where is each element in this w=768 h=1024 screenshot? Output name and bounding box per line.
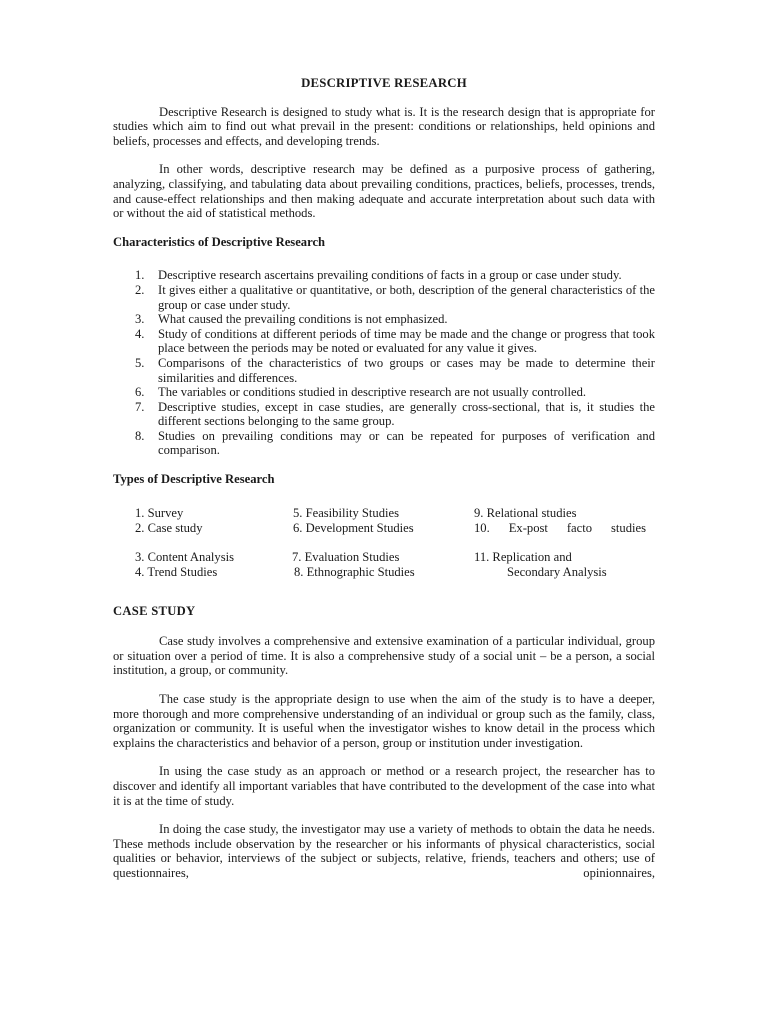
list-item (113, 268, 655, 283)
type-item: 5. Feasibility Studies (293, 505, 400, 520)
list-item-text: What caused the prevailing conditions is not emphasized. (158, 312, 448, 327)
list-item-text: It gives either a qualitative or quantitative, or both, description of the general characteristics of the group or case under study. (158, 282, 655, 312)
list-item-number: 1. (135, 268, 145, 283)
type-item: 6. Development Studies (293, 520, 414, 535)
list-item-number: 8. (135, 428, 145, 443)
type-item: 2. Case study (135, 520, 203, 535)
type-item: 3. Content Analysis (135, 549, 235, 564)
type-item: Secondary Analysis (507, 564, 607, 579)
characteristics-heading: Characteristics of Descriptive Research (113, 234, 326, 249)
case-study-paragraph-3: In using the case study as an approach or method or a research project, the researcher has to discover and identify all important variables that have contributed to the development of the case into what it is at the time of study. (113, 764, 655, 808)
list-item-text: Studies on prevailing conditions may or can be repeated for purposes of verification and comparison. (158, 428, 655, 458)
type-item: 8. Ethnographic Studies (294, 564, 415, 579)
intro-paragraph-2: In other words, descriptive research may be defined as a purposive process of gathering, analyzing, classifying, and tabulating data about prevailing conditions, practices, beliefs, processes, trends, and cause-effect relationships and then making adequate and accurate interpretation about such data with or without the aid of statistical methods. (113, 162, 655, 221)
list-item (113, 356, 655, 385)
intro-paragraph-1: Descriptive Research is designed to study what is. It is the research design that is appropriate for studies which aim to find out what prevail in the present: conditions or relationships, held opinions and beliefs, processes and effects, and developing trends. (113, 104, 655, 148)
type-item: 10. Ex-post facto studies (474, 520, 646, 535)
case-study-paragraph-2: The case study is the appropriate design to use when the aim of the study is to have a deeper, more thorough and more comprehensive understanding of an individual or group such as the family, class, organization or community. It is useful when the investigator wishes to know detail in the process which explains the characteristics and behavior of a person, group or institution under investigation. (113, 692, 655, 750)
type-item: 11. Replication and (474, 549, 572, 564)
type-item: 9. Relational studies (474, 505, 577, 520)
list-item-text: Descriptive research ascertains prevailing conditions of facts in a group or case under study. (158, 268, 622, 283)
list-item (113, 327, 655, 356)
list-item (113, 400, 655, 429)
types-heading: Types of Descriptive Research (113, 472, 275, 487)
list-item (113, 429, 655, 458)
list-item (113, 283, 655, 312)
list-item-text: Descriptive studies, except in case studies, are generally cross-sectional, that is, it studies the different sections belonging to the same group. (158, 399, 655, 429)
list-item-number: 5. (135, 355, 145, 370)
case-study-paragraph-1: Case study involves a comprehensive and extensive examination of a particular individual, group or situation over a period of time. It is also a comprehensive study of a social unit – be a person, a social institution, a group, or community. (113, 634, 655, 678)
list-item-text: The variables or conditions studied in descriptive research are not usually controlled. (158, 385, 587, 400)
list-item (113, 385, 655, 400)
type-item: 7. Evaluation Studies (292, 549, 400, 564)
list-item-number: 2. (135, 282, 145, 297)
list-item-text: Study of conditions at different periods of time may be made and the change or progress that took place between the periods may be noted or evaluated for any value it gives. (158, 326, 655, 356)
case-study-paragraph-4: In doing the case study, the investigator may use a variety of methods to obtain the data he needs. These methods include observation by the researcher or his informants of physical characteristics, social qualities or behavior, interviews of the subject or subjects, relative, friends, teachers and others; use of questionnaires, opinionnaires, (113, 822, 655, 880)
characteristics-list (113, 268, 655, 458)
document-body (113, 76, 655, 895)
type-item: 4. Trend Studies (135, 564, 218, 579)
list-item-number: 4. (135, 326, 145, 341)
list-item-number: 3. (135, 312, 145, 327)
types-table (113, 506, 655, 588)
type-item: 1. Survey (135, 505, 184, 520)
list-item (113, 312, 655, 327)
list-item-number: 6. (135, 385, 145, 400)
document-title: DESCRIPTIVE RESEARCH (301, 76, 467, 90)
list-item-text: Comparisons of the characteristics of two groups or cases may be made to determine their similarities and differences. (158, 355, 655, 385)
list-item-number: 7. (135, 399, 145, 414)
case-study-heading: CASE STUDY (113, 603, 196, 618)
